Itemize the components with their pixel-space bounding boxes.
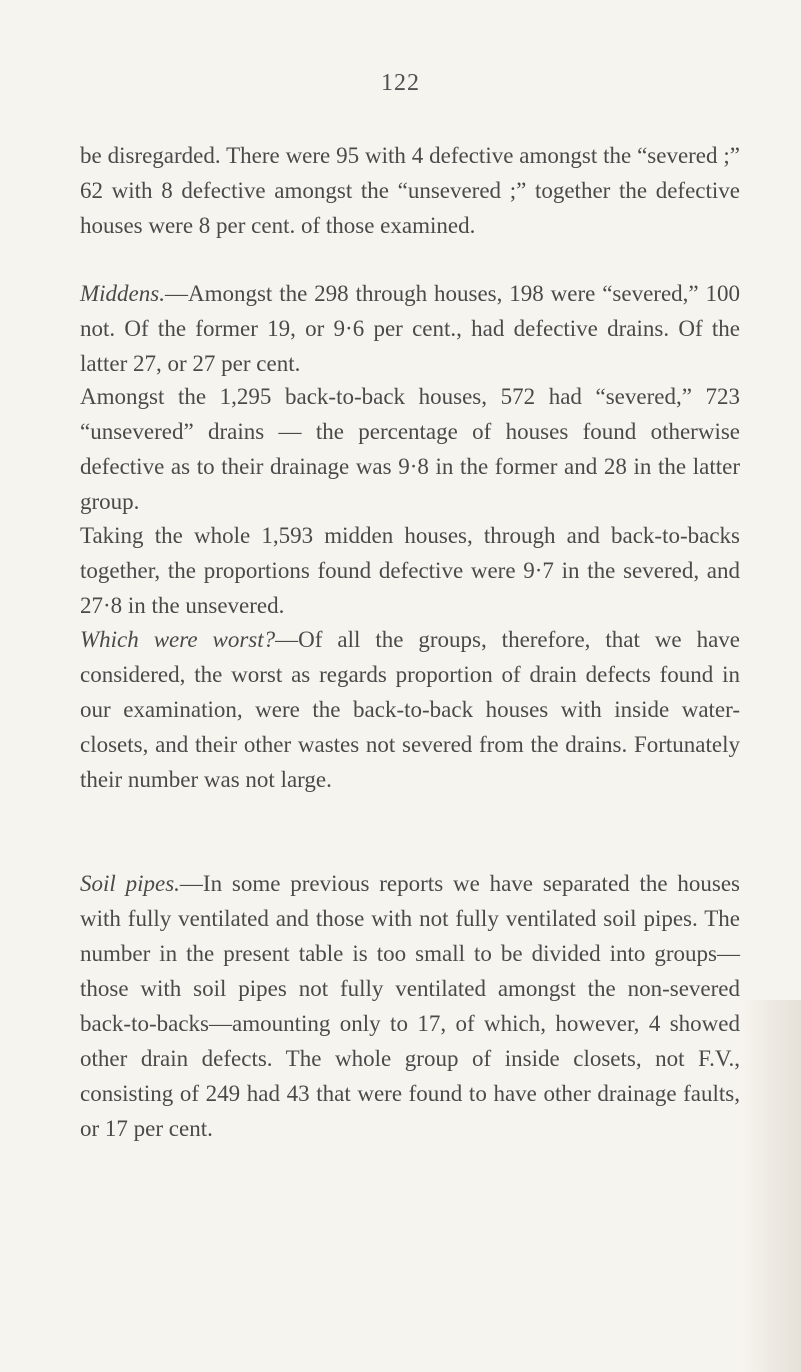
paragraph-drain-defects-summary — [80, 138, 740, 243]
paragraph-text: —In some previous reports we have separated the houses with fully ventilated and those with not fully ventilated soil pipes. The number in the present table is too small to be divided into groups—those with soil pipes not fully ventilated amongst the non-severed back-to-backs—amounting only to 17, of which, however, 4 showed other drain defects. The whole group of inside closets, not F.V., consisting of 249 had 43 that were found to have other drainage faults, or 17 per cent. — [80, 871, 740, 1141]
paragraph-which-were-worst — [80, 622, 740, 797]
paragraph-midden-totals — [80, 518, 740, 623]
paragraph-heading-which-were-worst: Which were worst? — [80, 627, 276, 652]
paragraph-text: —Amongst the 298 through houses, 198 were “severed,” 100 not. Of the former 19, or 9·6 per cent., had defective drains. Of the latter 27, or 27 per cent. — [80, 281, 740, 376]
paragraph-text: Taking the whole 1,593 midden houses, through and back-to-backs together, the proportions found defective were 9·7 in the severed, and 27·8 in the unsevered. — [80, 523, 740, 618]
page-number: 122 — [381, 70, 420, 96]
paragraph-text: be disregarded. There were 95 with 4 defective amongst the “severed ;” 62 with 8 defective amongst the “unsevered ;” together the defective houses were 8 per cent. of those examined. — [80, 143, 740, 238]
paragraph-text: Amongst the 1,295 back-to-back houses, 572 had “severed,” 723 “unsevered” drains — the percentage of houses found otherwise defective as to their drainage was 9·8 in the former and 28 in the latter group. — [80, 384, 740, 514]
page-edge-shadow — [741, 1000, 801, 1372]
paragraph-text: —Of all the groups, therefore, that we have considered, the worst as regards proportion of drain defects found in our examination, were the back-to-back houses with inside water-closets, and their other wastes not severed from the drains. Fortunately their number was not large. — [80, 627, 740, 792]
paragraph-heading-middens: Middens. — [80, 281, 165, 306]
paragraph-heading-soil-pipes: Soil pipes. — [80, 871, 180, 896]
paragraph-back-to-back — [80, 379, 740, 519]
paragraph-soil-pipes — [80, 866, 740, 1146]
paragraph-middens — [80, 276, 740, 381]
